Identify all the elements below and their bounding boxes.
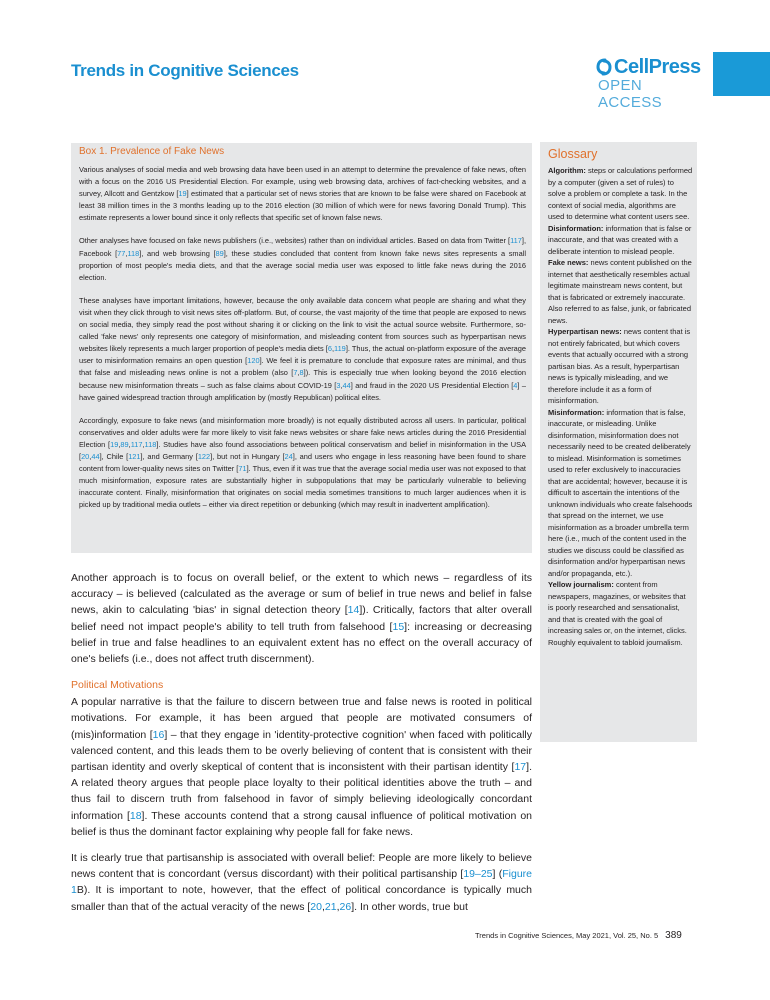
text-run: Various analyses of social media and web browsing data have been used in an attempt to determine the prevalence of fake news, often with a focus on the 2016 US Presidential Election. For example, using web browsing data, archives of fact-checking websites, and a survey, Allcott and Gentzkow [ — [79, 165, 526, 199]
citation-link[interactable]: 26 — [339, 900, 352, 913]
glossary-entry — [548, 257, 693, 326]
glossary-definition: information that is false, inaccurate, or misleading. Unlike disinformation, misinformation does not necessarily need to be created deliberately to mislead. Misinformation is sometimes used to refer exclusively to inaccuracies that are accidental; however, because it is difficult to ascertain the intentions of the unknown individuals who create falsehoods that spread on the internet, we use misinformation as a broader umbrella term here (i.e., much of the content used in the studies we discuss could be classified as disinformation and/or hyperpartisan news and/or propaganda, etc.). — [548, 407, 693, 578]
citation-link[interactable]: 17 — [514, 761, 527, 774]
box-paragraph — [79, 164, 526, 224]
citation-link[interactable]: 117 — [130, 439, 143, 449]
citation-link[interactable]: 118 — [144, 439, 157, 449]
citation-link[interactable]: 6 — [327, 344, 332, 354]
citation-link[interactable]: 120 — [247, 356, 260, 366]
text-run: It is clearly true that partisanship is associated with overall belief: People are more likely to believe news content that is concordant (versus discordant) with their political partisanship [ — [71, 852, 532, 881]
footer-citation: Trends in Cognitive Sciences, May 2021, Vol. 25, No. 5 — [475, 931, 659, 940]
citation-link[interactable]: 20 — [310, 900, 322, 913]
citation-link[interactable]: Figure 1 — [71, 868, 532, 897]
text-run: Another approach is to focus on overall belief, or the extent to which news – regardless of its accuracy – is believed (calculated as the average or sum of belief in true news and belief in false news, akin to calculating 'bias' in signal detection theory [ — [71, 572, 532, 617]
corner-tab — [713, 52, 770, 96]
text-run: ]: increasing or decreasing belief in true and false headlines to an equivalent extent has no effect on the overall accuracy of one's beliefs (i.e., does not affect truth discernment). — [71, 620, 532, 666]
glossary-definition: content from newspapers, magazines, or websites that is poorly researched and sensationalist, and that is created with the goal of increasing sales or, on the internet, clicks. Roughly equivalent to tabloid journalism. — [548, 580, 687, 647]
text-run: ], and users who engage in less reasoning have been found to share content from lower-quality news sites on Twitter [ — [79, 451, 527, 474]
citation-link[interactable]: 19 — [110, 439, 119, 449]
text-run: ]. We feel it is premature to conclude that exposure rates are minimal, and thus that false and misleading news online is not a problem (also [ — [79, 356, 526, 378]
text-run: ]. These accounts contend that a strong causal influence of political motivation on belief is thus the dominant factor explaining why people fall for fake news. — [71, 809, 532, 838]
text-run: ], Chile [ — [99, 451, 129, 461]
text-run: ], and web browsing [ — [139, 248, 216, 258]
text-run: , — [142, 439, 145, 449]
text-run: ] estimated that a particular set of news stories that are known to be false were shared on Facebook at least 38 million times in the 3 months leading up to the 2016 election (30 million of which were for news favoring Donald Trump). This estimate represents a lower bound since it only reflects that specific set of known false news. — [79, 189, 526, 223]
citation-link[interactable]: 89 — [120, 439, 129, 449]
box-paragraph — [79, 295, 526, 404]
text-run: , — [340, 380, 343, 390]
text-run: A popular narrative is that the failure to discern between true and false news is rooted in political motivations. For example, it has been argued that people are motivated consumers of (mis)information [ — [71, 696, 532, 741]
box-paragraph — [79, 235, 526, 283]
text-run: ]). Critically, factors that alter overall belief need not impact people's ability to tell truth from falsehood [ — [71, 604, 532, 633]
citation-link[interactable]: 24 — [284, 451, 293, 461]
glossary-term: Hyperpartisan news: — [548, 327, 622, 336]
text-run: ], but not in Hungary [ — [210, 451, 285, 461]
citation-link[interactable]: 19–25 — [463, 868, 493, 881]
citation-link[interactable]: 121 — [128, 451, 141, 461]
glossary-definition: news content published on the internet that aesthetically resembles actual legitimate mainstream news content, but that is fabricated or extremely inaccurate. Also referred to as false, junk, or fabricated news. — [548, 258, 692, 325]
text-run: , — [321, 900, 325, 913]
text-run: ] – have gained widespread traction through amplification by (mostly Republican) political elites. — [79, 380, 526, 402]
citation-link[interactable]: 122 — [197, 451, 211, 461]
citation-link[interactable]: 20 — [81, 451, 90, 461]
text-run: , — [118, 439, 121, 449]
citation-link[interactable]: 117 — [510, 236, 522, 246]
glossary-entry — [548, 407, 693, 580]
text-run: , — [336, 900, 340, 913]
glossary-entry — [548, 579, 693, 648]
citation-link[interactable]: 3 — [336, 380, 341, 390]
box-title: Box 1. Prevalence of Fake News — [79, 146, 225, 157]
text-run: ] ( — [492, 868, 503, 881]
text-run: ]). This is especially true when looking beyond the 2016 election because new misinformation threats – such as false claims about COVID-19 [ — [79, 368, 526, 390]
text-run: B). It is important to note, however, that the effect of political concordance is typically much smaller than that of the actual veracity of the news [ — [71, 884, 532, 913]
text-run: , — [125, 248, 128, 258]
citation-link[interactable]: 4 — [513, 380, 518, 390]
glossary-definition: information that is false or inaccurate, and that was created with a deliberate intention to mislead people. — [548, 223, 692, 256]
text-run: , — [331, 344, 335, 354]
text-run: , — [128, 439, 131, 449]
cellpress-logo — [596, 56, 708, 111]
glossary-panel — [540, 142, 697, 742]
glossary-entry — [548, 326, 693, 407]
box-paragraph — [79, 415, 526, 512]
section-heading: Political Motivations — [71, 679, 164, 692]
glossary-term: Misinformation: — [548, 407, 605, 417]
glossary-definition: steps or calculations performed by a computer (given a set of rules) to solve a problem or complete a task. In the context of social media, algorithms are used to determine what content users see. — [548, 166, 693, 221]
text-run: ] and fraud in the 2020 US Presidential Election [ — [350, 380, 514, 390]
citation-link[interactable]: 44 — [342, 380, 351, 390]
main-text — [71, 570, 532, 915]
glossary-title: Glossary — [548, 147, 598, 161]
body-paragraph — [71, 850, 532, 915]
citation-link[interactable]: 118 — [127, 248, 140, 258]
text-run: ]. Thus, the actual on-platform exposure of the average user to misinformation remains an open question [ — [79, 344, 526, 366]
brand-name: CellPress — [614, 56, 701, 78]
text-run: ] – that they engage in 'identity-protective cognition' when faced with politically valenced content, and this leads them to be overly believing of content that is consistent with their partisan identity and overly skeptical of content that is inconsistent with their partisan identity [ — [71, 728, 532, 774]
glossary-term: Disinformation: — [548, 223, 604, 233]
citation-link[interactable]: 8 — [299, 368, 304, 378]
citation-link[interactable]: 16 — [152, 728, 165, 741]
text-run: ], these studies concluded that content from known fake news sites represents a small proportion of most people's media diets, and that the average social media user was exposed to little fake news during the 2016 election. — [79, 248, 526, 282]
citation-link[interactable]: 119 — [334, 344, 346, 354]
cellpress-mark-icon — [596, 58, 612, 76]
glossary-definition: news content that is not entirely fabricated, but which covers events that actually occurred with a strong partisan bias. As a result, hyperpartisan news is typically misleading, and we therefore include it as a form of misinformation. — [548, 327, 691, 405]
citation-link[interactable]: 14 — [347, 604, 360, 617]
glossary-term: Algorithm: — [548, 166, 586, 175]
glossary-entry — [548, 223, 693, 258]
text-run: ]. A related theory argues that people place loyalty to their political identities above the truth – and thus fail to discern truth from falsehood in favor of simply believing ideologically concordant information [ — [71, 761, 532, 822]
text-run: ]. Studies have also found associations between political conservatism and belief in misinformation in the USA [ — [79, 439, 526, 461]
text-run: ]. Thus, even if it was true that the average social media user was not exposed to that much misinformation, exposure rates are substantially higher in subpopulations that may be particularly vulnerable to believing inaccurate content. Finally, misinformation that originates on social media sometimes transitions to much larger audiences when it is picked up by traditional media outlets – either via direct repetition or debunking (which may result in inadvertent amplification). — [79, 464, 526, 510]
citation-link[interactable]: 18 — [129, 809, 142, 822]
citation-link[interactable]: 19 — [178, 189, 187, 199]
text-run: ], and Germany [ — [140, 451, 198, 461]
citation-link[interactable]: 71 — [238, 464, 247, 474]
text-run: Accordingly, exposure to fake news (and misinformation more broadly) is not equally distributed across all users. In particular, political conservatives and older adults were far more likely to visit fake news websites or share fake news articles during the 2016 Presidential Election [ — [79, 415, 526, 449]
text-run: ], Facebook [ — [79, 236, 526, 258]
body-paragraph — [71, 570, 532, 667]
box-prevalence — [71, 143, 532, 553]
citation-link[interactable]: 15 — [392, 620, 405, 633]
brand-subtitle: OPEN ACCESS — [598, 77, 663, 111]
glossary-entry — [548, 165, 693, 223]
text-run: , — [89, 451, 92, 461]
citation-link[interactable]: 44 — [91, 451, 100, 461]
text-run: ]. In other words, true but — [351, 900, 468, 913]
citation-link[interactable]: 77 — [117, 248, 126, 258]
text-run: Other analyses have focused on fake news publishers (i.e., websites) rather than on individual articles. Based on data from Twitter [ — [79, 236, 511, 246]
body-paragraph — [71, 694, 532, 840]
page-number: 389 — [665, 930, 682, 941]
text-run: , — [297, 368, 300, 378]
citation-link[interactable]: 7 — [293, 368, 298, 378]
citation-link[interactable]: 21 — [324, 900, 337, 913]
citation-link[interactable]: 89 — [215, 248, 224, 258]
text-run: These analyses have important limitations, however, because the only available data concern what people are sharing and what they visit when they click through to visit news sites off-platform. But, of course, the vast majority of the time that people are exposed to news on social media, they simply read the post without sharing it or clicking on the link to visit the actual source website. Furthermore, so-called 'fake news' only represents one category of misinformation, and misleading content from sources such as hyperpartisan news websites likely represents a much larger proportion of people's media diets [ — [79, 295, 526, 354]
glossary-term: Fake news: — [548, 258, 589, 267]
page-footer — [475, 930, 682, 941]
glossary-term: Yellow journalism: — [548, 580, 614, 589]
journal-title: Trends in Cognitive Sciences — [71, 61, 299, 80]
